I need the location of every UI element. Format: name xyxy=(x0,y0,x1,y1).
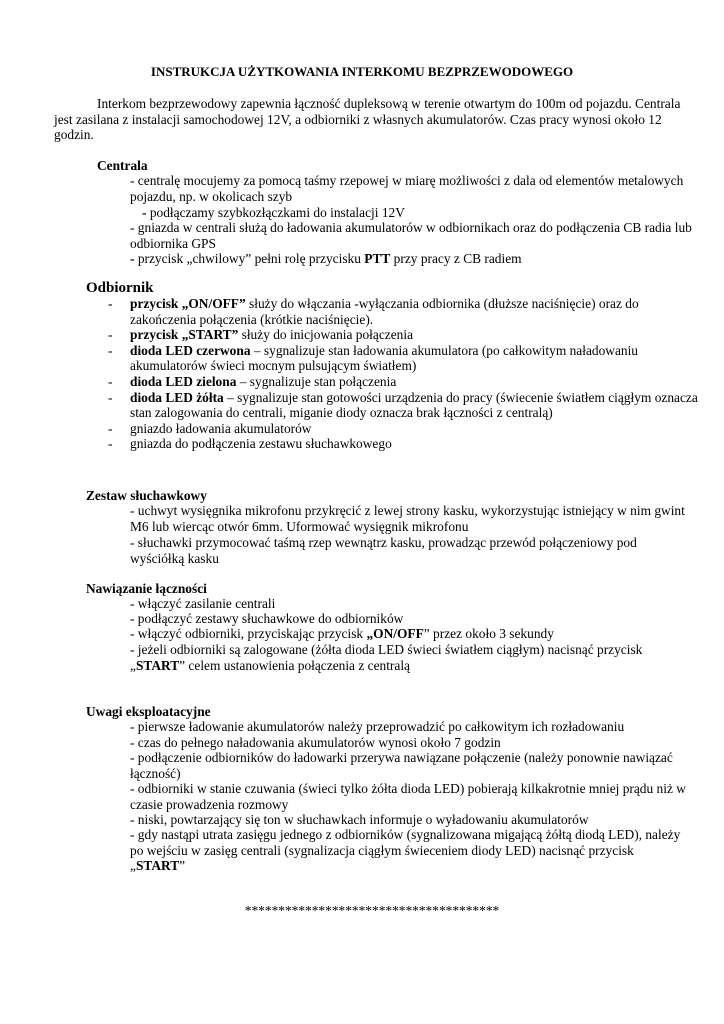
uwagi-item: - niski, powtarzający się ton w słuchawkach informuje o wyładowaniu akumulatorów xyxy=(130,812,589,827)
centrala-item: - centralę mocujemy za pomocą taśmy rzepowej w miarę możliwości z dala od elementów metalowych pojazdu, np. w okolicach szyb xyxy=(130,173,684,204)
section-heading-centrala: Centrala xyxy=(97,158,148,173)
zestaw-item: - słuchawki przymocować taśmą rzep wewnątrz kasku, prowadząc przewód połączeniowy pod wyściółką kasku xyxy=(130,535,637,566)
list-item: - gniazdo ładowania akumulatorów xyxy=(108,420,312,436)
intro-paragraph: Interkom bezprzewodowy zapewnia łączność dupleksową w terenie otwartym do 100m od pojazdu. Centrala jest zasilana z instalacji samochodowej 12V, a odbiorniki z własnych akumulatorów. Czas pracy wynosi około 12 godzin. xyxy=(54,96,681,143)
uwagi-item: - odbiorniki w stanie czuwania (świeci tylko żółta dioda LED) pobierają kilkakrotnie mniej prądu niż w czasie prowadzenia rozmowy xyxy=(130,781,686,812)
footer-stars: ************************************** xyxy=(244,903,500,918)
document-title: INSTRUKCJA UŻYTKOWANIA INTERKOMU BEZPRZEWODOWEGO xyxy=(150,64,574,79)
zestaw-item: - uchwyt wysięgnika mikrofonu przykręcić z lewej strony kasku, wykorzystując istniejący w nim gwint M6 lub wiercąc otwór 6mm. Uformować wysięgnik mikrofonu xyxy=(130,503,685,534)
section-heading-odbiornik: Odbiornik xyxy=(86,280,154,296)
odbiornik-list xyxy=(108,296,698,452)
uwagi-item: - czas do pełnego naładowania akumulatorów wynosi około 7 godzin xyxy=(130,735,501,750)
nawiazanie-item: - włączyć odbiorniki, przyciskając przycisk „ON/OFF” przez około 3 sekundy xyxy=(130,626,554,641)
list-item: - dioda LED zielona – sygnalizuje stan połączenia xyxy=(108,373,397,389)
list-item: - dioda LED czerwona – sygnalizuje stan ładowania akumulatora (po całkowitym naładowaniu akumulatorów świeci mocnym pulsującym światłem) xyxy=(108,342,639,374)
nawiazanie-item: - podłączyć zestawy słuchawkowe do odbiorników xyxy=(130,611,404,626)
list-item: - przycisk „ON/OFF” służy do włączania -wyłączania odbiornika (dłuższe naciśnięcie) oraz do zakończenia połączenia (krótkie naciśnięcie). xyxy=(108,296,639,327)
list-item: - gniazda do podłączenia zestawu słuchawkowego xyxy=(108,436,392,452)
uwagi-item: - podłączenie odbiorników do ładowarki przerywa nawiązane połączenie (należy ponownie nawiązać łączność) xyxy=(130,750,673,781)
nawiazanie-item: - jeżeli odbiorniki są zalogowane (żółta dioda LED świeci światłem ciągłym) nacisnąć przycisk „START” celem ustanowienia połączenia z centralą xyxy=(130,642,643,673)
section-heading-uwagi: Uwagi eksploatacyjne xyxy=(86,704,211,719)
nawiazanie-item: - włączyć zasilanie centrali xyxy=(130,596,276,611)
section-heading-zestaw: Zestaw słuchawkowy xyxy=(86,488,207,503)
list-item: - dioda LED żółta – sygnalizuje stan gotowości urządzenia do pracy (świecenie światłem ciągłym oznacza stan zalogowania do centrali, miganie diody oznacza brak łączności z centralą) xyxy=(108,389,698,421)
uwagi-item: - pierwsze ładowanie akumulatorów należy przeprowadzić po całkowitym ich rozładowaniu xyxy=(130,719,625,734)
list-item: - przycisk „START” służy do inicjowania połączenia xyxy=(108,327,414,343)
centrala-item: - gniazda w centrali służą do ładowania akumulatorów w odbiornikach oraz do podłączenia CB radia lub odbiornika GPS xyxy=(130,220,692,251)
centrala-item: - podłączamy szybkozłączkami do instalacji 12V xyxy=(142,205,405,220)
centrala-item: - przycisk „chwilowy” pełni rolę przycisku PTT przy pracy z CB radiem xyxy=(130,251,522,266)
uwagi-item: - gdy nastąpi utrata zasięgu jednego z odbiorników (sygnalizowana migającą żółtą diodą LED), należy po wejściu w zasięg centrali (sygnalizacja ciągłym świeceniem diody LED) nacisnąć przycisk „START” xyxy=(130,827,681,874)
section-heading-nawiazanie: Nawiązanie łączności xyxy=(86,581,207,596)
